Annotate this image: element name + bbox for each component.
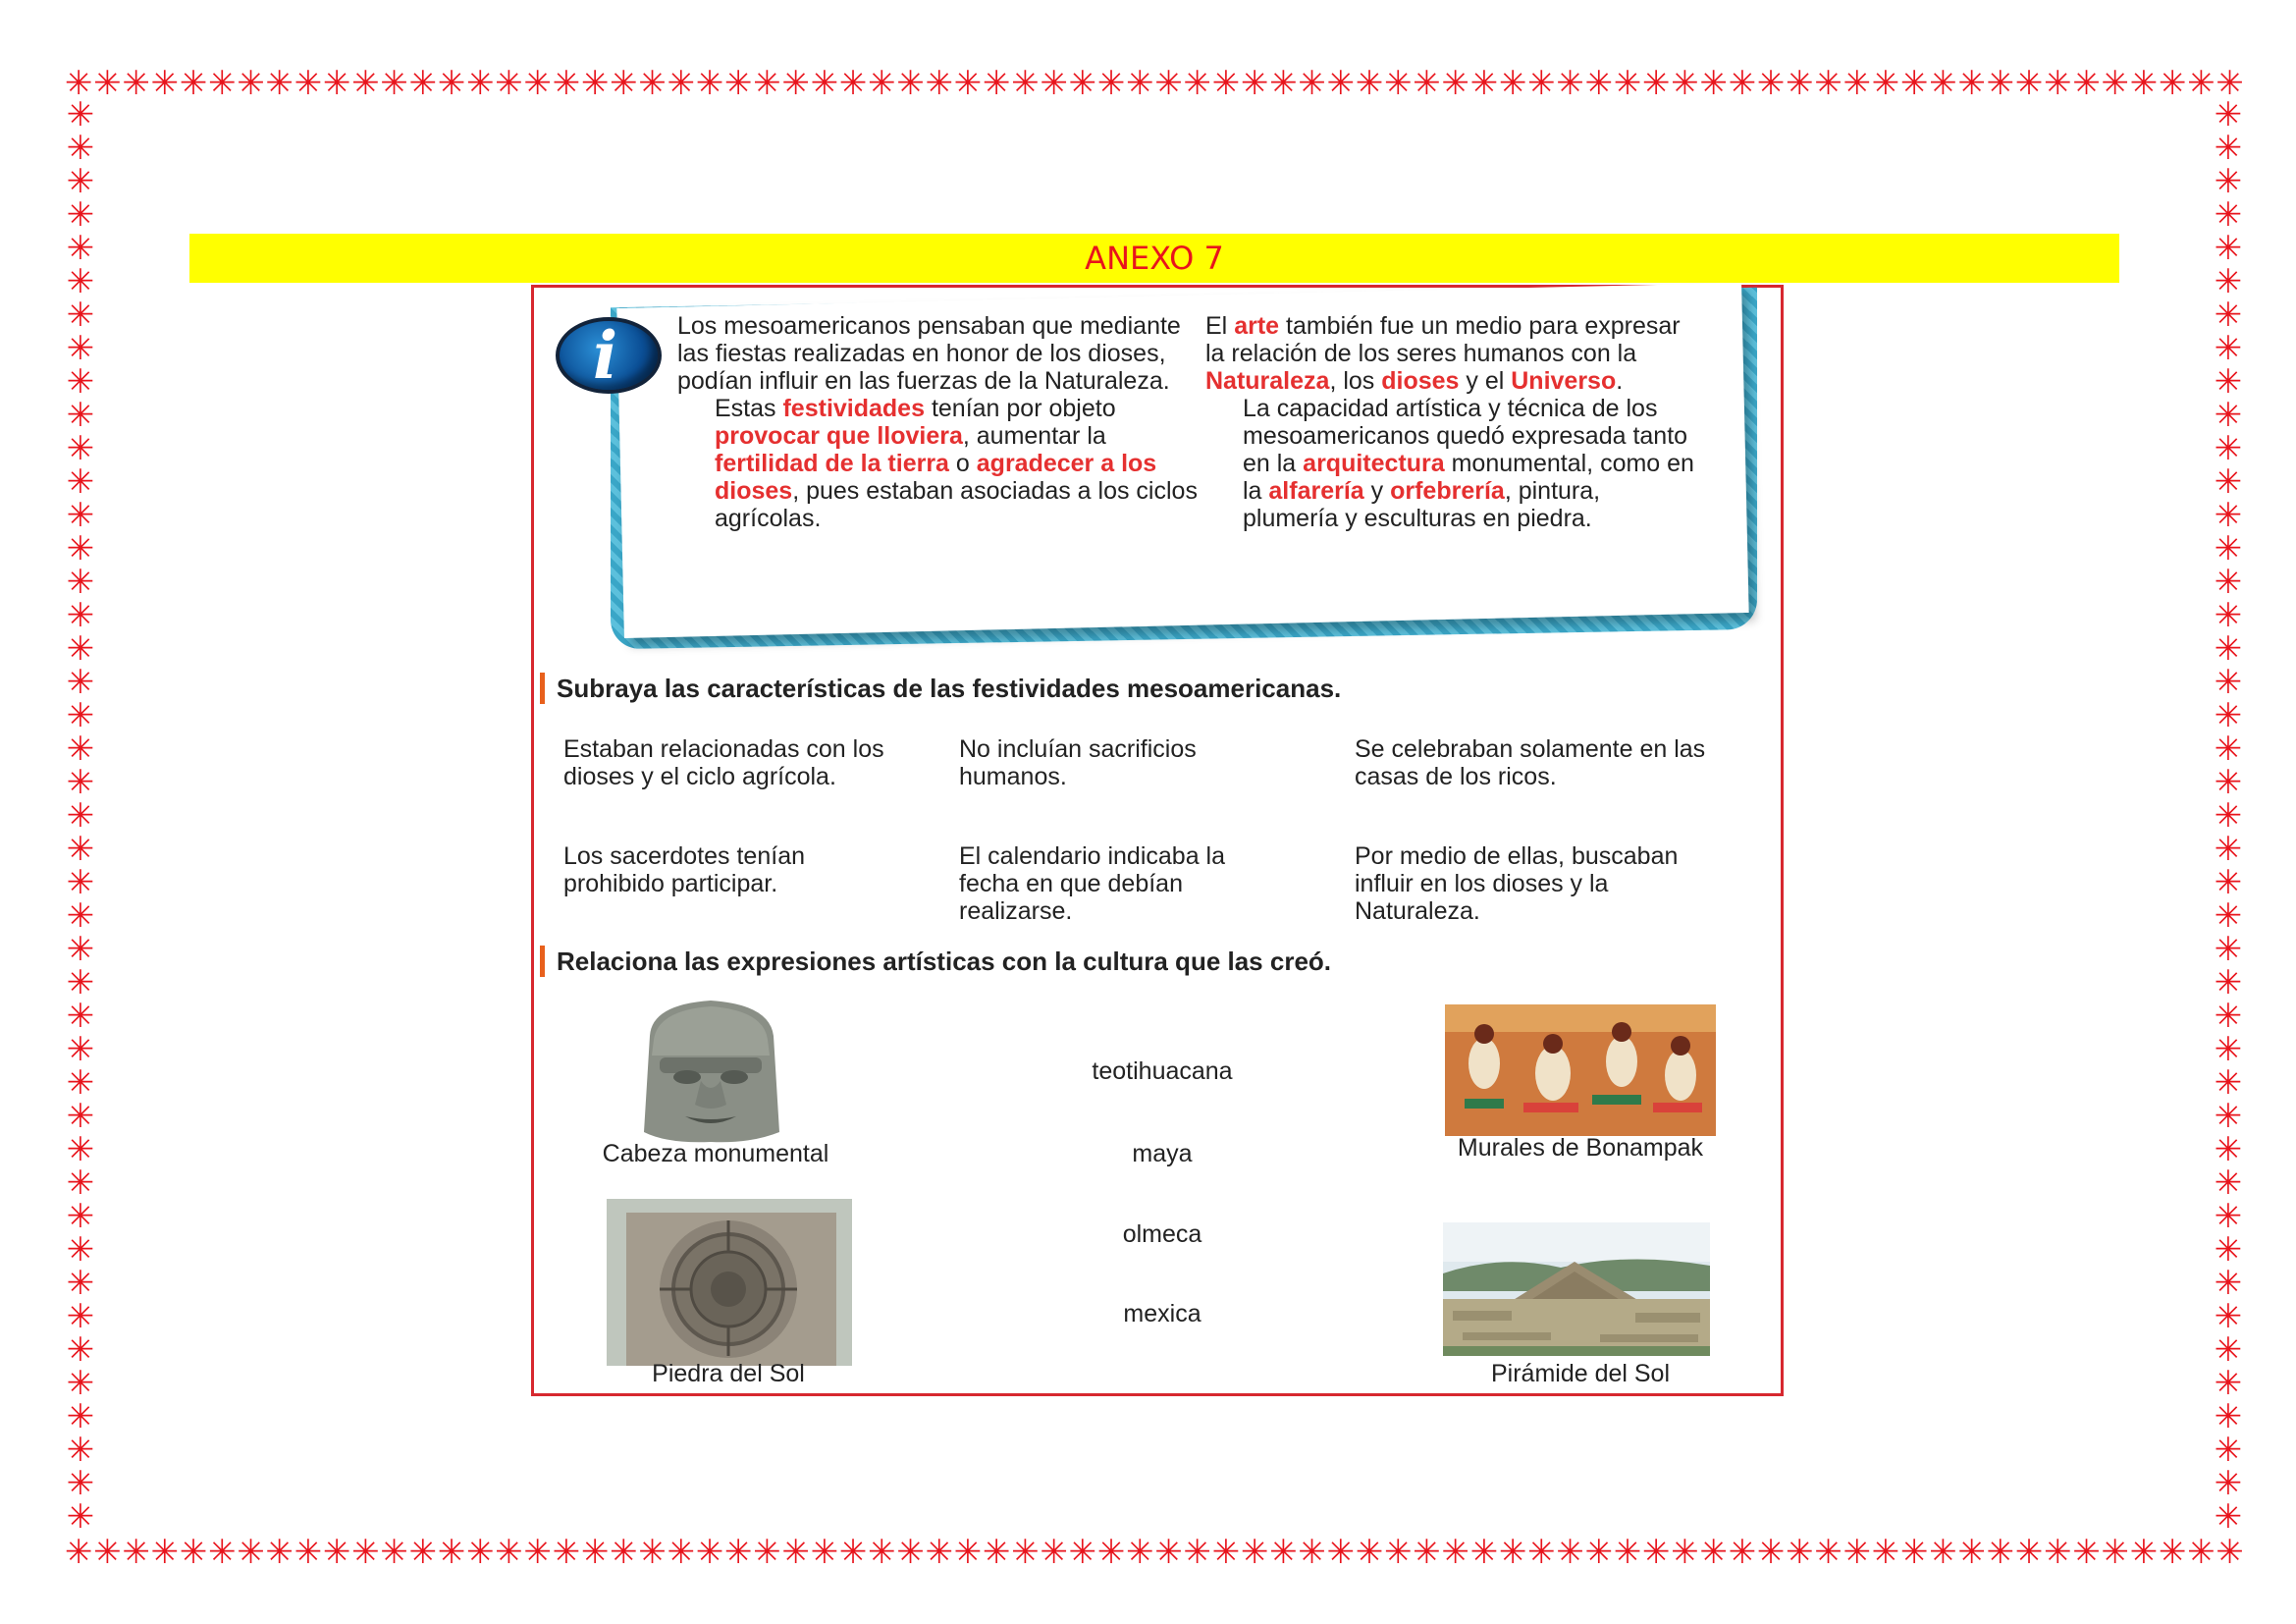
star-icon: ✳ <box>380 1533 408 1572</box>
star-icon: ✳ <box>1326 1533 1356 1572</box>
star-icon: ✳ <box>66 863 95 902</box>
star-icon: ✳ <box>1154 64 1183 103</box>
culture-label[interactable]: teotihuacana <box>1092 1057 1233 1085</box>
star-icon: ✳ <box>66 195 95 235</box>
star-icon: ✳ <box>1814 1533 1842 1572</box>
star-icon: ✳ <box>580 1533 610 1572</box>
star-icon: ✳ <box>1584 64 1614 103</box>
star-icon: ✳ <box>66 362 95 402</box>
star-icon: ✳ <box>66 930 95 969</box>
star-icon: ✳ <box>2214 329 2243 368</box>
star-icon: ✳ <box>66 462 95 502</box>
culture-label[interactable]: mexica <box>1123 1300 1201 1327</box>
label-murales-bonampak: Murales de Bonampak <box>1457 1134 1704 1162</box>
star-icon: ✳ <box>1871 1533 1900 1572</box>
star-icon: ✳ <box>1929 64 1957 103</box>
star-icon: ✳ <box>1498 1533 1527 1572</box>
star-icon: ✳ <box>1527 64 1556 103</box>
star-icon: ✳ <box>2214 563 2243 602</box>
star-icon: ✳ <box>2158 1533 2187 1572</box>
star-icon: ✳ <box>2187 64 2216 103</box>
star-icon: ✳ <box>66 730 95 769</box>
star-icon: ✳ <box>1068 1533 1097 1572</box>
star-icon: ✳ <box>1900 64 1929 103</box>
star-icon: ✳ <box>1728 1533 1757 1572</box>
star-icon: ✳ <box>2214 262 2243 301</box>
star-icon: ✳ <box>2044 1533 2072 1572</box>
star-icon: ✳ <box>1240 64 1269 103</box>
star-icon: ✳ <box>66 1264 95 1303</box>
star-icon: ✳ <box>2158 64 2187 103</box>
star-icon: ✳ <box>66 1063 95 1103</box>
star-icon: ✳ <box>150 64 180 103</box>
star-icon: ✳ <box>781 1533 810 1572</box>
star-icon: ✳ <box>437 1533 466 1572</box>
star-icon: ✳ <box>1441 1533 1469 1572</box>
characteristic-item[interactable]: Los sacerdotes tenían prohibido participar. <box>563 842 805 897</box>
star-icon: ✳ <box>66 1197 95 1236</box>
star-icon: ✳ <box>66 129 95 168</box>
star-icon: ✳ <box>838 1533 868 1572</box>
star-icon: ✳ <box>1384 1533 1413 1572</box>
star-icon: ✳ <box>1929 1533 1957 1572</box>
info-column-right <box>1205 312 1696 532</box>
star-icon: ✳ <box>66 596 95 635</box>
star-icon: ✳ <box>1786 1533 1814 1572</box>
star-icon: ✳ <box>2214 1063 2243 1103</box>
star-icon: ✳ <box>1384 64 1413 103</box>
star-icon: ✳ <box>638 1533 667 1572</box>
star-icon: ✳ <box>66 1097 95 1136</box>
star-icon: ✳ <box>1469 64 1499 103</box>
star-icon: ✳ <box>1957 64 1986 103</box>
star-icon: ✳ <box>1728 64 1757 103</box>
star-icon: ✳ <box>66 763 95 802</box>
star-icon: ✳ <box>2214 997 2243 1036</box>
star-icon: ✳ <box>753 64 781 103</box>
star-icon: ✳ <box>66 262 95 301</box>
star-icon: ✳ <box>1556 1533 1584 1572</box>
piramide-del-sol-image <box>1443 1222 1710 1356</box>
star-icon: ✳ <box>1011 1533 1040 1572</box>
star-icon: ✳ <box>66 1431 95 1470</box>
star-icon: ✳ <box>667 1533 696 1572</box>
star-icon: ✳ <box>380 64 408 103</box>
star-icon: ✳ <box>66 396 95 435</box>
star-icon: ✳ <box>322 1533 351 1572</box>
section-title-relate: Relaciona las expresiones artísticas con la cultura que las creó. <box>540 946 1331 977</box>
star-icon: ✳ <box>66 1464 95 1503</box>
characteristic-item[interactable]: Por medio de ellas, buscaban influir en los dioses y la Naturaleza. <box>1355 842 1679 925</box>
star-icon: ✳ <box>838 64 868 103</box>
star-icon: ✳ <box>2214 129 2243 168</box>
star-icon: ✳ <box>1642 64 1671 103</box>
annex-title: ANEXO 7 <box>1085 240 1224 277</box>
star-icon: ✳ <box>1269 1533 1298 1572</box>
info-right-paragraph-1: El arte también fue un medio para expresar la relación de los seres humanos con la Naturaleza, los dioses y el Universo. <box>1205 312 1681 395</box>
star-icon: ✳ <box>1842 1533 1872 1572</box>
star-icon: ✳ <box>66 563 95 602</box>
star-icon: ✳ <box>66 496 95 535</box>
star-icon: ✳ <box>2214 963 2243 1002</box>
star-icon: ✳ <box>2214 1197 2243 1236</box>
star-icon: ✳ <box>1355 1533 1384 1572</box>
star-icon: ✳ <box>724 1533 753 1572</box>
star-icon: ✳ <box>1613 1533 1642 1572</box>
star-icon: ✳ <box>2014 64 2044 103</box>
star-icon: ✳ <box>1613 64 1642 103</box>
star-icon: ✳ <box>2214 429 2243 468</box>
star-icon: ✳ <box>2101 1533 2130 1572</box>
annex-banner <box>189 234 2119 283</box>
info-left-paragraph-1: Los mesoamericanos pensaban que mediante las fiestas realizadas en honor de los dioses, podían influir en las fuerzas de la Naturaleza. <box>677 312 1181 395</box>
star-icon: ✳ <box>1441 64 1469 103</box>
star-icon: ✳ <box>1269 64 1298 103</box>
star-icon: ✳ <box>122 1533 150 1572</box>
star-icon: ✳ <box>495 64 523 103</box>
star-icon: ✳ <box>2214 195 2243 235</box>
star-icon: ✳ <box>2214 1431 2243 1470</box>
star-icon: ✳ <box>1527 1533 1556 1572</box>
star-icon: ✳ <box>2214 396 2243 435</box>
label-cabeza-monumental: Cabeza monumental <box>602 1140 829 1167</box>
star-icon: ✳ <box>1240 1533 1269 1572</box>
star-icon: ✳ <box>925 64 954 103</box>
star-icon: ✳ <box>1699 64 1728 103</box>
star-icon: ✳ <box>2214 296 2243 335</box>
star-icon: ✳ <box>896 1533 925 1572</box>
star-icon: ✳ <box>1211 64 1241 103</box>
star-icon: ✳ <box>667 64 696 103</box>
star-icon: ✳ <box>93 64 122 103</box>
star-icon: ✳ <box>1986 1533 2015 1572</box>
star-icon: ✳ <box>1584 1533 1614 1572</box>
star-icon: ✳ <box>1126 1533 1154 1572</box>
star-icon: ✳ <box>179 1533 208 1572</box>
star-icon: ✳ <box>810 1533 839 1572</box>
star-icon: ✳ <box>724 64 753 103</box>
star-icon: ✳ <box>66 830 95 869</box>
characteristic-item[interactable]: Estaban relacionadas con los dioses y el ciclo agrícola. <box>563 735 884 790</box>
characteristic-item[interactable]: Se celebraban solamente en las casas de los ricos. <box>1355 735 1706 790</box>
star-icon: ✳ <box>610 1533 638 1572</box>
star-icon: ✳ <box>868 1533 896 1572</box>
characteristic-item[interactable]: No incluían sacrificios humanos. <box>959 735 1197 790</box>
star-icon: ✳ <box>2072 1533 2101 1572</box>
star-icon: ✳ <box>953 64 983 103</box>
star-icon: ✳ <box>66 1330 95 1370</box>
star-icon: ✳ <box>2214 1097 2243 1136</box>
star-icon: ✳ <box>1298 1533 1326 1572</box>
star-icon: ✳ <box>1786 64 1814 103</box>
star-icon: ✳ <box>1183 64 1212 103</box>
star-icon: ✳ <box>66 1130 95 1169</box>
star-icon: ✳ <box>66 629 95 669</box>
star-icon: ✳ <box>66 663 95 702</box>
star-icon: ✳ <box>2214 1297 2243 1336</box>
star-icon: ✳ <box>466 64 495 103</box>
content-panel <box>531 285 1784 1396</box>
label-piedra-del-sol: Piedra del Sol <box>652 1360 805 1387</box>
star-icon: ✳ <box>552 64 581 103</box>
star-icon: ✳ <box>1355 64 1384 103</box>
star-icon: ✳ <box>2214 1164 2243 1203</box>
star-icon: ✳ <box>294 64 323 103</box>
star-icon: ✳ <box>1957 1533 1986 1572</box>
star-icon: ✳ <box>2214 863 2243 902</box>
star-icon: ✳ <box>1040 64 1068 103</box>
star-border-top <box>65 61 2244 106</box>
star-icon: ✳ <box>2214 796 2243 836</box>
star-icon: ✳ <box>523 1533 552 1572</box>
star-icon: ✳ <box>1011 64 1040 103</box>
star-icon: ✳ <box>1183 1533 1212 1572</box>
star-icon: ✳ <box>237 64 265 103</box>
star-border-bottom <box>65 1530 2244 1575</box>
star-icon: ✳ <box>2214 930 2243 969</box>
star-icon: ✳ <box>66 1297 95 1336</box>
star-icon: ✳ <box>265 64 294 103</box>
star-icon: ✳ <box>868 64 896 103</box>
star-icon: ✳ <box>66 696 95 735</box>
info-left-paragraph-2: Estas festividades tenían por objeto provocar que lloviera, aumentar la fertilidad de la tierra o agradecer a los dioses, pues estaban asociadas a los ciclos agrícolas. <box>715 395 1198 532</box>
star-icon: ✳ <box>1298 64 1326 103</box>
star-icon: ✳ <box>2214 696 2243 735</box>
star-icon: ✳ <box>2214 1397 2243 1436</box>
star-icon: ✳ <box>2214 229 2243 268</box>
star-icon: ✳ <box>2129 64 2159 103</box>
star-icon: ✳ <box>66 1164 95 1203</box>
star-icon: ✳ <box>1326 64 1356 103</box>
star-border-left <box>61 98 100 1532</box>
star-icon: ✳ <box>1756 1533 1786 1572</box>
star-icon: ✳ <box>810 64 839 103</box>
star-icon: ✳ <box>1756 64 1786 103</box>
star-icon: ✳ <box>580 64 610 103</box>
star-icon: ✳ <box>1068 64 1097 103</box>
star-icon: ✳ <box>351 64 380 103</box>
star-icon: ✳ <box>610 64 638 103</box>
star-icon: ✳ <box>208 1533 237 1572</box>
star-icon: ✳ <box>638 64 667 103</box>
info-right-paragraph-2: La capacidad artística y técnica de los mesoamericanos quedó expresada tanto en la arquitectura monumental, como en la alfarería y orfebrería, pintura, plumería y esculturas en piedra. <box>1243 395 1694 532</box>
star-icon: ✳ <box>179 64 208 103</box>
star-icon: ✳ <box>1096 1533 1126 1572</box>
star-icon: ✳ <box>2216 1533 2244 1572</box>
star-icon: ✳ <box>2044 64 2072 103</box>
star-icon: ✳ <box>65 1533 93 1572</box>
star-icon: ✳ <box>2214 496 2243 535</box>
star-icon: ✳ <box>66 1030 95 1069</box>
star-icon: ✳ <box>66 296 95 335</box>
star-icon: ✳ <box>66 98 95 135</box>
star-icon: ✳ <box>953 1533 983 1572</box>
star-icon: ✳ <box>2214 596 2243 635</box>
star-icon: ✳ <box>408 1533 438 1572</box>
star-icon: ✳ <box>2214 1230 2243 1270</box>
star-icon: ✳ <box>2187 1533 2216 1572</box>
star-icon: ✳ <box>1900 1533 1929 1572</box>
star-icon: ✳ <box>2214 362 2243 402</box>
star-icon: ✳ <box>466 1533 495 1572</box>
star-icon: ✳ <box>552 1533 581 1572</box>
star-icon: ✳ <box>781 64 810 103</box>
star-icon: ✳ <box>66 229 95 268</box>
star-icon: ✳ <box>523 64 552 103</box>
star-icon: ✳ <box>351 1533 380 1572</box>
star-border-right <box>2209 98 2248 1532</box>
star-icon: ✳ <box>753 1533 781 1572</box>
star-icon: ✳ <box>66 1497 95 1532</box>
star-icon: ✳ <box>66 1397 95 1436</box>
culture-label[interactable]: maya <box>1132 1140 1193 1167</box>
star-icon: ✳ <box>237 1533 265 1572</box>
star-icon: ✳ <box>66 529 95 568</box>
info-icon: i <box>556 317 662 394</box>
star-icon: ✳ <box>2214 1030 2243 1069</box>
star-icon: ✳ <box>695 64 724 103</box>
star-icon: ✳ <box>66 963 95 1002</box>
star-icon: ✳ <box>66 997 95 1036</box>
star-icon: ✳ <box>408 64 438 103</box>
star-icon: ✳ <box>1126 64 1154 103</box>
star-icon: ✳ <box>1498 64 1527 103</box>
star-icon: ✳ <box>925 1533 954 1572</box>
star-icon: ✳ <box>983 1533 1011 1572</box>
star-icon: ✳ <box>294 1533 323 1572</box>
star-icon: ✳ <box>896 64 925 103</box>
star-icon: ✳ <box>1986 64 2015 103</box>
star-icon: ✳ <box>437 64 466 103</box>
star-icon: ✳ <box>1842 64 1872 103</box>
star-icon: ✳ <box>2214 830 2243 869</box>
star-icon: ✳ <box>2214 663 2243 702</box>
star-icon: ✳ <box>495 1533 523 1572</box>
star-icon: ✳ <box>2214 162 2243 201</box>
star-icon: ✳ <box>66 329 95 368</box>
star-icon: ✳ <box>122 64 150 103</box>
star-icon: ✳ <box>1671 64 1699 103</box>
label-piramide-del-sol: Pirámide del Sol <box>1490 1360 1671 1387</box>
piedra-del-sol-image <box>607 1199 852 1366</box>
star-icon: ✳ <box>1211 1533 1241 1572</box>
star-icon: ✳ <box>65 64 93 103</box>
star-icon: ✳ <box>2214 730 2243 769</box>
star-icon: ✳ <box>2214 1497 2243 1532</box>
star-icon: ✳ <box>1154 1533 1183 1572</box>
star-icon: ✳ <box>1469 1533 1499 1572</box>
star-icon: ✳ <box>2214 1330 2243 1370</box>
star-icon: ✳ <box>695 1533 724 1572</box>
star-icon: ✳ <box>66 1364 95 1403</box>
star-icon: ✳ <box>2214 1364 2243 1403</box>
star-icon: ✳ <box>1671 1533 1699 1572</box>
star-icon: ✳ <box>1642 1533 1671 1572</box>
star-icon: ✳ <box>2214 1264 2243 1303</box>
characteristic-item[interactable]: El calendario indicaba la fecha en que debían realizarse. <box>959 842 1226 925</box>
star-icon: ✳ <box>1413 1533 1441 1572</box>
star-icon: ✳ <box>2214 1130 2243 1169</box>
star-icon: ✳ <box>2214 629 2243 669</box>
star-icon: ✳ <box>1814 64 1842 103</box>
star-icon: ✳ <box>2072 64 2101 103</box>
star-icon: ✳ <box>2101 64 2130 103</box>
star-icon: ✳ <box>322 64 351 103</box>
star-icon: ✳ <box>66 896 95 936</box>
star-icon: ✳ <box>265 1533 294 1572</box>
star-icon: ✳ <box>2129 1533 2159 1572</box>
star-icon: ✳ <box>1040 1533 1068 1572</box>
olmec-head-image <box>632 997 789 1144</box>
culture-label[interactable]: olmeca <box>1122 1220 1202 1248</box>
star-icon: ✳ <box>2214 462 2243 502</box>
star-icon: ✳ <box>1699 1533 1728 1572</box>
star-icon: ✳ <box>2216 64 2244 103</box>
star-icon: ✳ <box>66 796 95 836</box>
star-icon: ✳ <box>983 64 1011 103</box>
star-icon: ✳ <box>66 1230 95 1270</box>
star-icon: ✳ <box>1096 64 1126 103</box>
star-icon: ✳ <box>2014 1533 2044 1572</box>
star-icon: ✳ <box>1556 64 1584 103</box>
info-column-left <box>677 312 1198 532</box>
star-icon: ✳ <box>2214 763 2243 802</box>
star-icon: ✳ <box>93 1533 122 1572</box>
star-icon: ✳ <box>1871 64 1900 103</box>
star-icon: ✳ <box>208 64 237 103</box>
star-icon: ✳ <box>150 1533 180 1572</box>
star-icon: ✳ <box>1413 64 1441 103</box>
star-icon: ✳ <box>66 429 95 468</box>
star-icon: ✳ <box>2214 98 2243 135</box>
star-icon: ✳ <box>66 162 95 201</box>
star-icon: ✳ <box>2214 896 2243 936</box>
star-icon: ✳ <box>2214 1464 2243 1503</box>
section-title-underline: Subraya las características de las festividades mesoamericanas. <box>540 673 1341 704</box>
bonampak-mural-image <box>1445 1004 1716 1136</box>
star-icon: ✳ <box>2214 529 2243 568</box>
